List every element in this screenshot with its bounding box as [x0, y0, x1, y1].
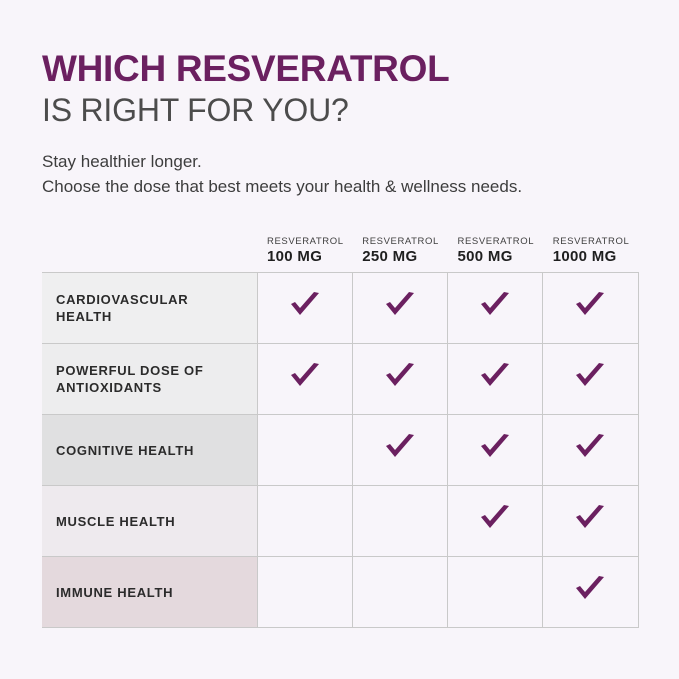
- cell-cardiovascular-250mg: [352, 273, 447, 344]
- table-row: [42, 344, 638, 415]
- column-header-500mg: [448, 225, 543, 273]
- tagline-line-1: Stay healthier longer.: [42, 152, 202, 171]
- check-icon: [478, 433, 512, 463]
- table-header-row: [42, 225, 638, 273]
- empty-cell-marker: [288, 504, 322, 534]
- column-dose-label: 100 MG: [267, 248, 323, 265]
- column-brand-label: RESVERATROL: [362, 236, 439, 247]
- cell-antioxidants-500mg: [448, 344, 543, 415]
- cell-cognitive-1000mg: [543, 415, 638, 486]
- check-icon: [288, 362, 322, 392]
- cell-immune-100mg: [257, 557, 352, 628]
- table-row: [42, 273, 638, 344]
- comparison-table: [42, 225, 639, 628]
- table-body: [42, 273, 638, 628]
- check-icon: [478, 291, 512, 321]
- column-brand-label: RESVERATROL: [457, 236, 535, 247]
- row-label-cognitive-health: COGNITIVE HEALTH: [42, 415, 257, 486]
- empty-cell-marker: [383, 575, 417, 605]
- check-icon: [383, 433, 417, 463]
- cell-muscle-250mg: [352, 486, 447, 557]
- column-header-250mg: [352, 225, 447, 273]
- tagline-line-2: Choose the dose that best meets your health & wellness needs.: [42, 177, 523, 196]
- table-row: [42, 557, 638, 628]
- empty-cell-marker: [478, 575, 512, 605]
- column-header-1000mg: [543, 225, 638, 273]
- column-brand-label: RESVERATROL: [552, 236, 630, 247]
- cell-immune-250mg: [352, 557, 447, 628]
- column-dose-label: 1000 MG: [552, 248, 617, 265]
- row-label-muscle-health: MUSCLE HEALTH: [42, 486, 257, 557]
- check-icon: [288, 291, 322, 321]
- check-icon: [573, 291, 607, 321]
- cell-muscle-500mg: [448, 486, 543, 557]
- table-row: [42, 486, 638, 557]
- page-subtitle: IS RIGHT FOR YOU?: [42, 92, 349, 128]
- cell-antioxidants-1000mg: [543, 344, 638, 415]
- check-icon: [573, 575, 607, 605]
- cell-antioxidants-250mg: [352, 344, 447, 415]
- column-dose-label: 250 MG: [362, 248, 418, 265]
- cell-muscle-100mg: [257, 486, 352, 557]
- cell-cardiovascular-1000mg: [543, 273, 638, 344]
- row-label-cardiovascular-health: CARDIOVASCULAR HEALTH: [42, 273, 257, 344]
- cell-cognitive-500mg: [448, 415, 543, 486]
- cell-antioxidants-100mg: [257, 344, 352, 415]
- cell-immune-500mg: [448, 557, 543, 628]
- cell-cardiovascular-100mg: [257, 273, 352, 344]
- row-label-powerful-dose-of-antioxidants: POWERFUL DOSE OF ANTIOXIDANTS: [42, 344, 257, 415]
- cell-muscle-1000mg: [543, 486, 638, 557]
- table-corner-cell: [42, 225, 257, 273]
- column-brand-label: RESVERATROL: [267, 236, 344, 247]
- check-icon: [573, 362, 607, 392]
- comparison-table-wrapper: [42, 225, 639, 628]
- check-icon: [383, 291, 417, 321]
- check-icon: [478, 362, 512, 392]
- cell-cognitive-250mg: [352, 415, 447, 486]
- cell-immune-1000mg: [543, 557, 638, 628]
- check-icon: [478, 504, 512, 534]
- tagline: [42, 149, 639, 199]
- page-title: WHICH RESVERATROL: [42, 48, 450, 89]
- check-icon: [573, 504, 607, 534]
- check-icon: [383, 362, 417, 392]
- row-label-immune-health: IMMUNE HEALTH: [42, 557, 257, 628]
- empty-cell-marker: [288, 433, 322, 463]
- empty-cell-marker: [288, 575, 322, 605]
- cell-cardiovascular-500mg: [448, 273, 543, 344]
- cell-cognitive-100mg: [257, 415, 352, 486]
- check-icon: [573, 433, 607, 463]
- table-row: [42, 415, 638, 486]
- column-header-100mg: [257, 225, 352, 273]
- empty-cell-marker: [383, 504, 417, 534]
- column-dose-label: 500 MG: [457, 248, 513, 265]
